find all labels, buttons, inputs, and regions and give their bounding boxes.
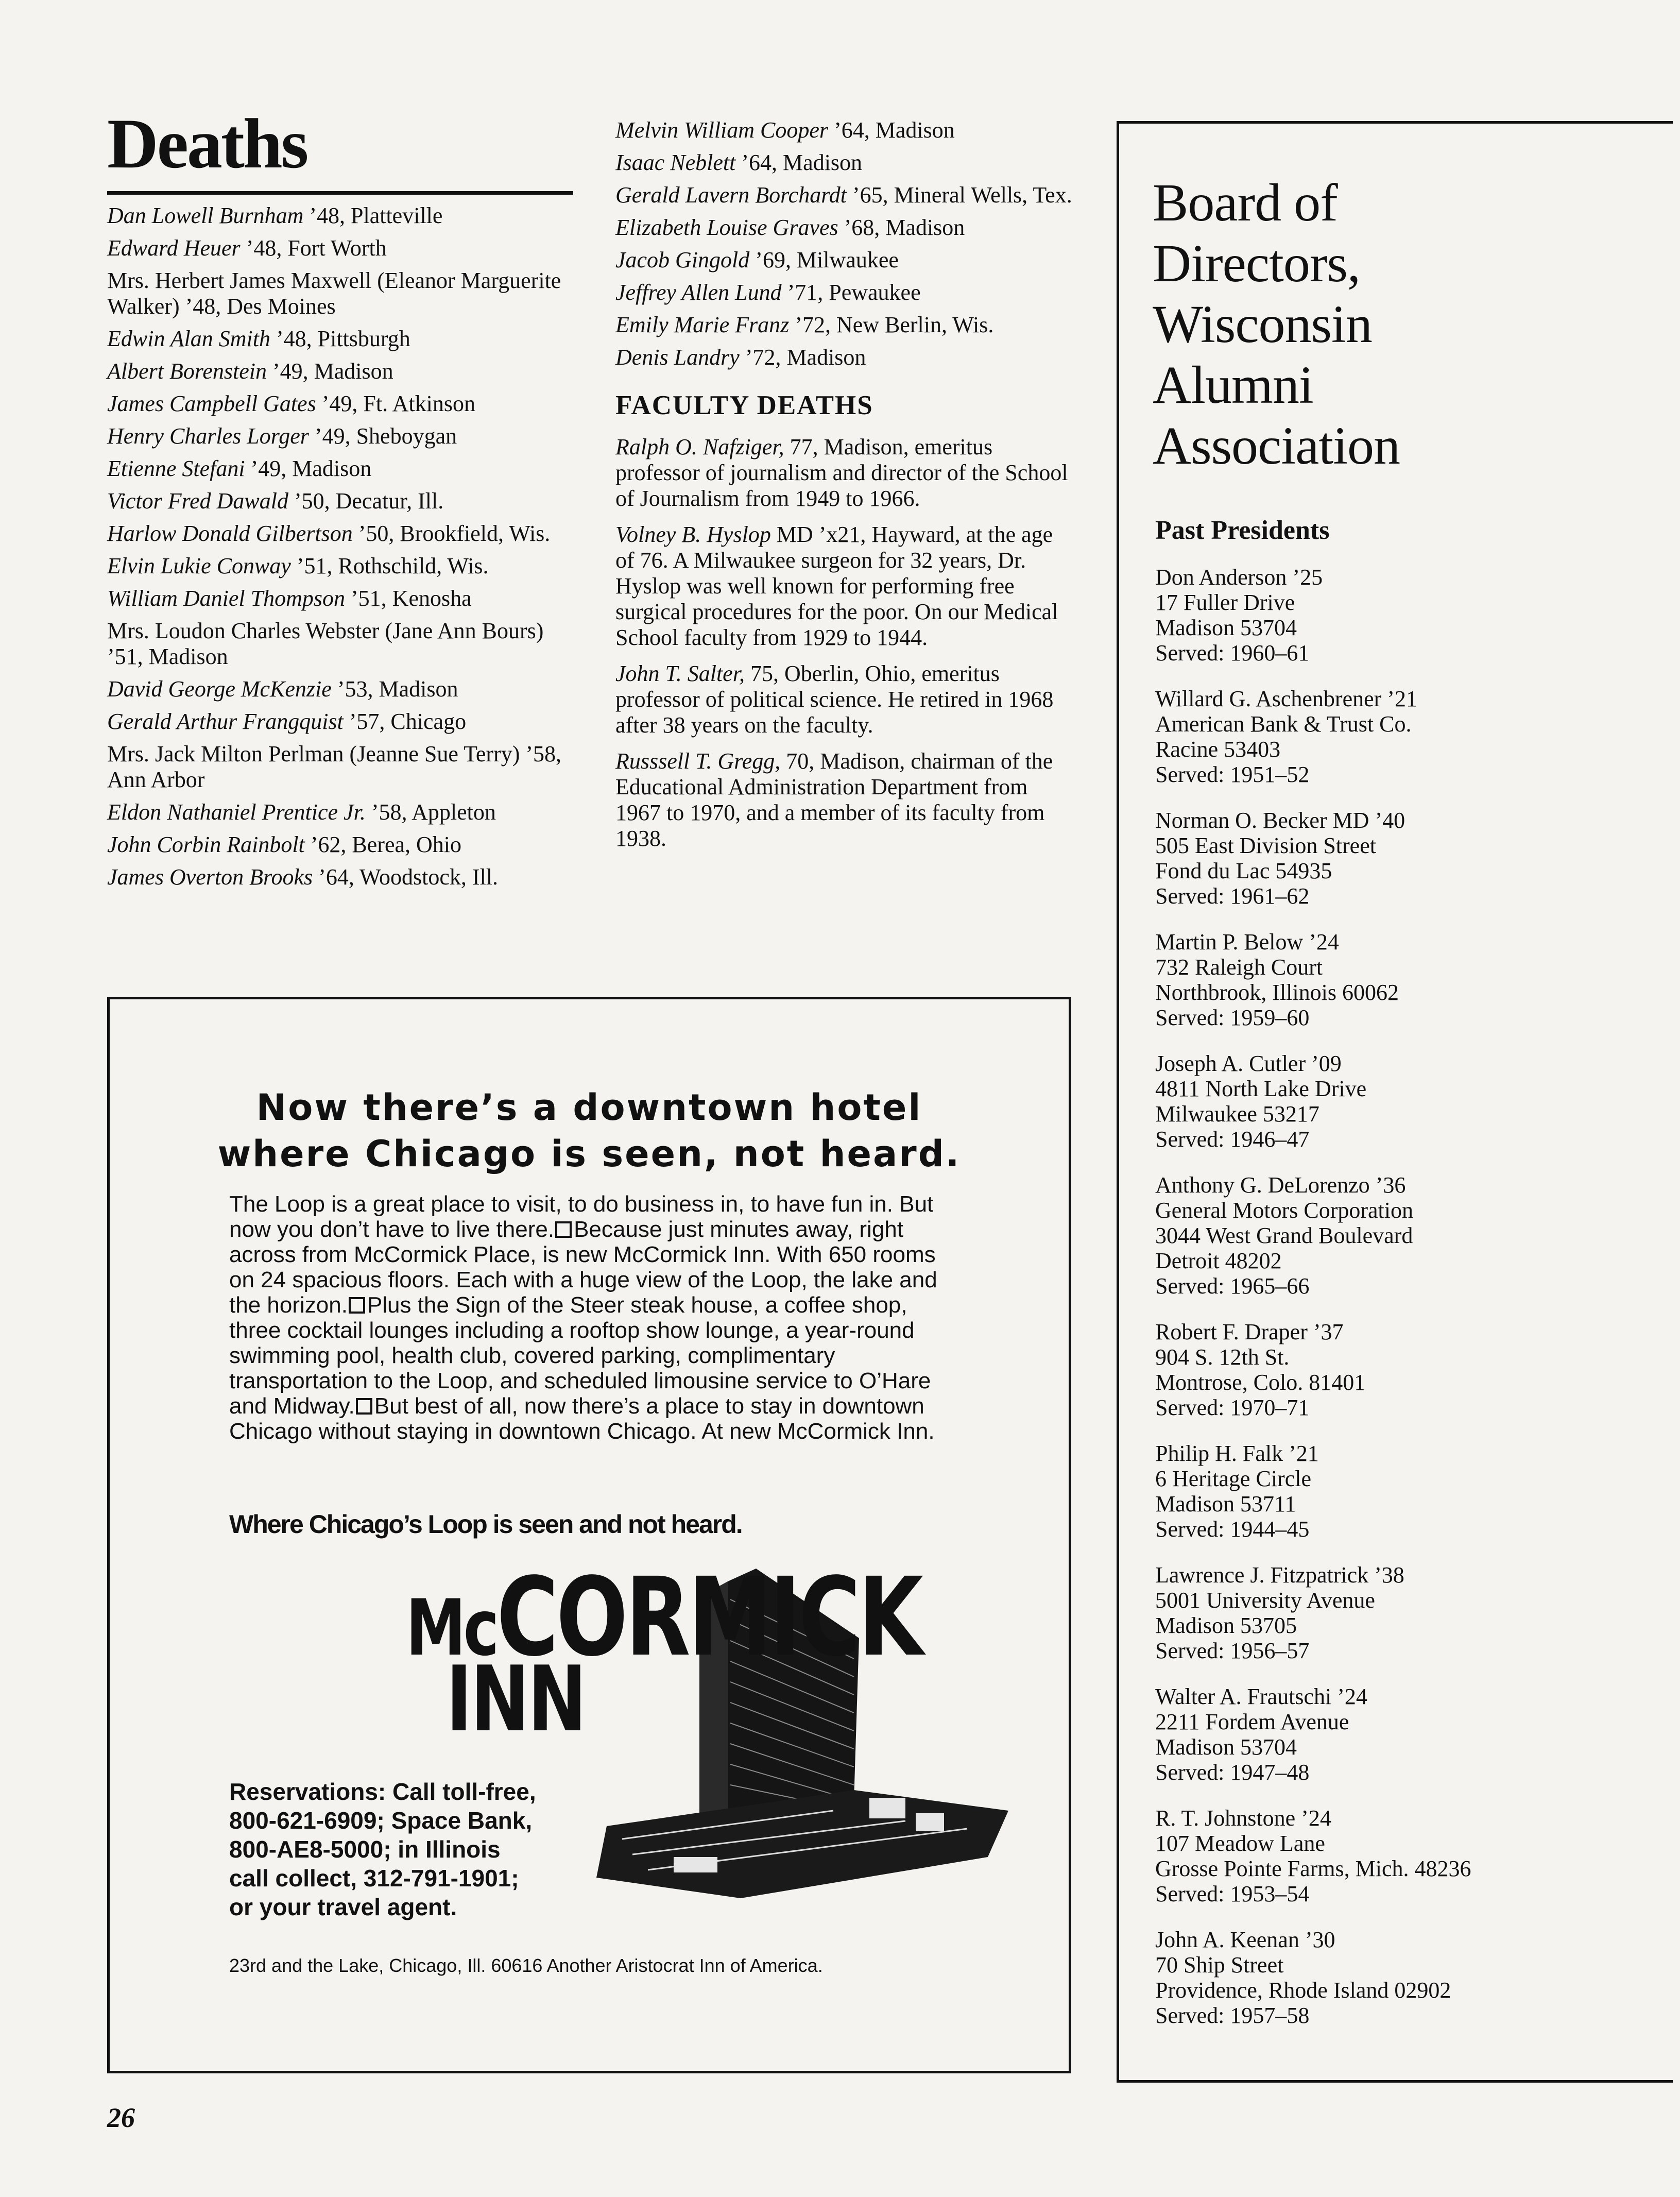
deceased-name: Jacob Gingold bbox=[615, 247, 750, 273]
death-details: ’68, Madison bbox=[838, 215, 965, 240]
deceased-name: Harlow Donald Gilbertson bbox=[107, 520, 353, 546]
deceased-name: David George McKenzie bbox=[107, 676, 332, 702]
deceased-name: Isaac Neblett bbox=[615, 150, 736, 175]
president-name: Don Anderson ’25 bbox=[1155, 565, 1323, 590]
death-entry bbox=[107, 488, 573, 514]
ad-footer: 23rd and the Lake, Chicago, Ill. 60616 Another Aristocrat Inn of America. bbox=[229, 1955, 823, 1976]
deceased-name: William Daniel Thompson bbox=[107, 585, 346, 611]
president-served: Served: 1946–47 bbox=[1155, 1127, 1310, 1152]
death-details: ’49, Sheboygan bbox=[308, 423, 457, 449]
president-name: Willard G. Aschenbrener ’21 bbox=[1155, 686, 1417, 711]
ad-headline bbox=[110, 1084, 1069, 1177]
mccormick-inn-ad bbox=[107, 997, 1071, 2073]
president-served: Served: 1960–61 bbox=[1155, 640, 1310, 666]
president-address-line: Madison 53704 bbox=[1155, 1734, 1297, 1760]
president-served: Served: 1953–54 bbox=[1155, 1881, 1310, 1906]
board-title-line: Alumni bbox=[1153, 355, 1313, 415]
death-entry bbox=[615, 345, 1075, 370]
square-bullet-icon bbox=[349, 1297, 365, 1314]
death-entry bbox=[615, 312, 1075, 338]
deceased-name: John T. Salter, bbox=[615, 661, 745, 686]
ad-body-text bbox=[229, 1191, 961, 1444]
president-address-line: 107 Meadow Lane bbox=[1155, 1831, 1325, 1856]
reservation-line: Reservations: Call toll-free, bbox=[229, 1778, 536, 1805]
death-details: ’64, Madison bbox=[828, 117, 955, 143]
death-details: ’72, Madison bbox=[739, 345, 866, 370]
president-address-line: American Bank & Trust Co. bbox=[1155, 711, 1412, 737]
death-entry bbox=[107, 676, 573, 702]
middle-column bbox=[615, 117, 1075, 862]
president-name: Philip H. Falk ’21 bbox=[1155, 1441, 1319, 1466]
president-name: Walter A. Frautschi ’24 bbox=[1155, 1684, 1367, 1709]
deceased-name: Elizabeth Louise Graves bbox=[615, 215, 838, 240]
reservation-line: 800-621-6909; Space Bank, bbox=[229, 1807, 533, 1834]
president-address-line: Grosse Pointe Farms, Mich. 48236 bbox=[1155, 1856, 1471, 1881]
death-details: ’64, Woodstock, Ill. bbox=[313, 864, 499, 890]
president-address-line: 3044 West Grand Boulevard bbox=[1155, 1223, 1413, 1248]
logo-cormick: CORMICK bbox=[496, 1554, 921, 1680]
death-entry bbox=[615, 182, 1075, 208]
past-president-entry bbox=[1155, 686, 1650, 787]
faculty-deaths-list bbox=[615, 434, 1075, 851]
faculty-deaths-heading: FACULTY DEATHS bbox=[615, 390, 873, 420]
logo-mc: Mc bbox=[406, 1583, 497, 1673]
president-address-line: 6 Heritage Circle bbox=[1155, 1466, 1311, 1491]
president-served: Served: 1951–52 bbox=[1155, 762, 1310, 787]
president-name: Anthony G. DeLorenzo ’36 bbox=[1155, 1172, 1406, 1198]
death-entry bbox=[107, 709, 573, 735]
death-details: ’48, Pittsburgh bbox=[270, 326, 410, 351]
death-details: ’64, Madison bbox=[735, 150, 863, 175]
death-entry bbox=[107, 268, 573, 319]
president-address-line: Madison 53704 bbox=[1155, 615, 1297, 640]
deceased-name: James Overton Brooks bbox=[107, 864, 313, 890]
deceased-name: Ralph O. Nafziger, bbox=[615, 434, 784, 459]
president-address-line: 505 East Division Street bbox=[1155, 833, 1376, 858]
president-address-line: Fond du Lac 54935 bbox=[1155, 858, 1332, 883]
death-entry bbox=[107, 521, 573, 547]
square-bullet-icon bbox=[555, 1221, 572, 1238]
president-served: Served: 1965–66 bbox=[1155, 1273, 1310, 1299]
board-title-line: Wisconsin bbox=[1153, 295, 1372, 354]
death-details: ’50, Brookfield, Wis. bbox=[352, 520, 551, 546]
mccormick-inn-logo bbox=[406, 1554, 921, 1752]
deceased-name: John Corbin Rainbolt bbox=[107, 831, 305, 857]
death-entry bbox=[107, 586, 573, 611]
president-name: Lawrence J. Fitzpatrick ’38 bbox=[1155, 1562, 1404, 1588]
reservation-line: or your travel agent. bbox=[229, 1894, 457, 1920]
death-details: ’48, Fort Worth bbox=[240, 235, 387, 261]
deceased-name: Victor Fred Dawald bbox=[107, 488, 288, 514]
deceased-name: Dan Lowell Burnham bbox=[107, 202, 304, 228]
death-entry bbox=[107, 203, 573, 229]
deceased-name: Eldon Nathaniel Prentice Jr. bbox=[107, 799, 366, 825]
death-details: ’51, Rothschild, Wis. bbox=[290, 553, 489, 578]
president-address-line: Providence, Rhode Island 02902 bbox=[1155, 1978, 1451, 2003]
president-served: Served: 1970–71 bbox=[1155, 1395, 1310, 1420]
death-details: Mrs. Jack Milton Perlman (Jeanne Sue Terry) ’58, Ann Arbor bbox=[107, 741, 562, 792]
deaths-list-continued bbox=[615, 117, 1075, 370]
president-served: Served: 1944–45 bbox=[1155, 1517, 1310, 1542]
deceased-name: Henry Charles Lorger bbox=[107, 423, 309, 449]
death-details: ’71, Pewaukee bbox=[781, 280, 921, 305]
president-served: Served: 1961–62 bbox=[1155, 883, 1310, 909]
deceased-name: James Campbell Gates bbox=[107, 390, 316, 416]
president-address-line: Montrose, Colo. 81401 bbox=[1155, 1370, 1366, 1395]
faculty-death-entry bbox=[615, 522, 1075, 651]
ad-reservations bbox=[229, 1777, 621, 1921]
past-president-entry bbox=[1155, 1562, 1650, 1663]
death-details: ’58, Appleton bbox=[365, 799, 496, 825]
page-number: 26 bbox=[107, 2102, 135, 2133]
death-details: ’69, Milwaukee bbox=[749, 247, 899, 273]
death-details: ’65, Mineral Wells, Tex. bbox=[846, 182, 1072, 208]
past-president-entry bbox=[1155, 1441, 1650, 1542]
president-address-line: General Motors Corporation bbox=[1155, 1198, 1413, 1223]
death-details: ’49, Madison bbox=[245, 455, 372, 481]
board-title-line: Board of bbox=[1153, 173, 1338, 232]
death-details: ’49, Ft. Atkinson bbox=[316, 390, 475, 416]
faculty-death-entry bbox=[615, 748, 1075, 851]
faculty-death-entry bbox=[615, 661, 1075, 738]
president-address-line: Northbrook, Illinois 60062 bbox=[1155, 980, 1399, 1005]
board-title-line: Association bbox=[1153, 416, 1400, 475]
death-entry bbox=[107, 391, 573, 417]
ad-body-part: But best of all, now there’s a place to stay in downtown Chicago without staying in downtown Chicago. At new McCormick Inn. bbox=[229, 1393, 935, 1444]
death-entry bbox=[107, 423, 573, 449]
president-name: Robert F. Draper ’37 bbox=[1155, 1319, 1344, 1344]
president-address-line: 70 Ship Street bbox=[1155, 1952, 1284, 1978]
death-entry bbox=[107, 832, 573, 858]
past-president-entry bbox=[1155, 1927, 1650, 2028]
death-details: ’72, New Berlin, Wis. bbox=[789, 312, 994, 337]
death-entry bbox=[107, 618, 573, 670]
president-served: Served: 1956–57 bbox=[1155, 1638, 1310, 1663]
death-details: Mrs. Herbert James Maxwell (Eleanor Marguerite Walker) ’48, Des Moines bbox=[107, 267, 561, 319]
past-president-entry bbox=[1155, 1172, 1650, 1299]
deaths-column bbox=[107, 103, 573, 897]
past-president-entry bbox=[1155, 1806, 1650, 1906]
deaths-title-rule bbox=[107, 191, 573, 195]
past-presidents-heading: Past Presidents bbox=[1155, 516, 1330, 545]
president-address-line: 904 S. 12th St. bbox=[1155, 1344, 1290, 1370]
deceased-name: Edwin Alan Smith bbox=[107, 326, 270, 351]
death-details: ’57, Chicago bbox=[343, 708, 467, 734]
death-details: ’50, Decatur, Ill. bbox=[288, 488, 444, 514]
death-entry bbox=[107, 864, 573, 890]
board-title bbox=[1153, 173, 1616, 476]
deceased-name: Etienne Stefani bbox=[107, 455, 245, 481]
logo-inn: INN bbox=[446, 1647, 585, 1752]
president-served: Served: 1959–60 bbox=[1155, 1005, 1310, 1030]
president-address-line: Milwaukee 53217 bbox=[1155, 1101, 1319, 1127]
deceased-name: Elvin Lukie Conway bbox=[107, 553, 291, 578]
president-address-line: Madison 53711 bbox=[1155, 1491, 1296, 1517]
death-entry bbox=[107, 741, 573, 793]
deceased-name: Denis Landry bbox=[615, 345, 740, 370]
death-entry bbox=[615, 117, 1075, 143]
president-address-line: Madison 53705 bbox=[1155, 1613, 1297, 1638]
ad-body-part: Plus the Sign of the Steer steak house, a coffee shop, three cocktail lounges including a rooftop show lounge, a year-round swimming pool, health club, covered parking, complimentary transportation to the Loop, and scheduled limousine service to O’Hare and Midway. bbox=[229, 1292, 931, 1419]
deceased-name: Melvin William Cooper bbox=[615, 117, 829, 143]
death-entry bbox=[107, 799, 573, 825]
past-president-entry bbox=[1155, 1319, 1650, 1420]
deaths-title: Deaths bbox=[107, 104, 307, 183]
president-address-line: 4811 North Lake Drive bbox=[1155, 1076, 1367, 1101]
president-name: Joseph A. Cutler ’09 bbox=[1155, 1051, 1342, 1076]
deceased-name: Gerald Arthur Frangquist bbox=[107, 708, 344, 734]
deceased-name: Gerald Lavern Borchardt bbox=[615, 182, 847, 208]
past-president-entry bbox=[1155, 929, 1650, 1030]
deceased-name: Edward Heuer bbox=[107, 235, 241, 261]
ad-tagline: Where Chicago’s Loop is seen and not heard. bbox=[229, 1510, 742, 1539]
president-served: Served: 1957–58 bbox=[1155, 2003, 1310, 2028]
reservation-line: call collect, 312-791-1901; bbox=[229, 1865, 519, 1892]
faculty-death-entry bbox=[615, 434, 1075, 512]
deceased-name: Albert Borenstein bbox=[107, 358, 267, 384]
deceased-name: Russsell T. Gregg, bbox=[615, 748, 781, 774]
past-president-entry bbox=[1155, 1051, 1650, 1152]
past-president-entry bbox=[1155, 808, 1650, 909]
deceased-name: Emily Marie Franz bbox=[615, 312, 790, 337]
president-name: R. T. Johnstone ’24 bbox=[1155, 1806, 1331, 1831]
death-entry bbox=[107, 456, 573, 482]
president-address-line: 732 Raleigh Court bbox=[1155, 955, 1323, 980]
death-entry bbox=[107, 553, 573, 579]
ad-headline-line: where Chicago is seen, not heard. bbox=[217, 1133, 961, 1175]
death-entry bbox=[615, 247, 1075, 273]
president-name: Martin P. Below ’24 bbox=[1155, 929, 1339, 955]
president-address-line: 17 Fuller Drive bbox=[1155, 590, 1295, 615]
board-title-line: Directors, bbox=[1153, 234, 1360, 293]
death-entry bbox=[107, 326, 573, 352]
death-details: MD ’x21, Hayward, at the age of 76. A Milwaukee surgeon for 32 years, Dr. Hyslop was well known for performing free surgical procedures for the poor. On our Medical School faculty from 1929 to 1944. bbox=[615, 522, 1058, 650]
president-address-line: Racine 53403 bbox=[1155, 737, 1281, 762]
death-details: 75, Oberlin, Ohio, emeritus professor of political science. He retired in 1968 after 38 years on the faculty. bbox=[615, 661, 1054, 738]
death-entry bbox=[107, 359, 573, 384]
death-details: ’62, Berea, Ohio bbox=[304, 831, 462, 857]
president-served: Served: 1947–48 bbox=[1155, 1760, 1310, 1785]
president-name: Norman O. Becker MD ’40 bbox=[1155, 808, 1405, 833]
reservation-line: 800-AE8-5000; in Illinois bbox=[229, 1836, 501, 1863]
square-bullet-icon bbox=[356, 1398, 372, 1415]
death-entry bbox=[615, 280, 1075, 305]
deceased-name: Jeffrey Allen Lund bbox=[615, 280, 782, 305]
ad-headline-line: Now there’s a downtown hotel bbox=[256, 1086, 922, 1129]
past-presidents-list bbox=[1155, 565, 1650, 2049]
death-details: 77, Madison, emeritus professor of journalism and director of the School of Journalism from 1949 to 1966. bbox=[615, 434, 1068, 511]
president-name: John A. Keenan ’30 bbox=[1155, 1927, 1335, 1952]
death-entry bbox=[615, 215, 1075, 241]
death-entry bbox=[107, 235, 573, 261]
death-details: ’49, Madison bbox=[266, 358, 393, 384]
death-entry bbox=[615, 150, 1075, 176]
deaths-list bbox=[107, 203, 573, 890]
board-of-directors-box bbox=[1117, 121, 1673, 2083]
president-address-line: Detroit 48202 bbox=[1155, 1248, 1282, 1273]
ad-body-part: Because just minutes away, right across from McCormick Place, is new McCormick Inn. With 650 rooms on 24 spacious floors. Each with a huge view of the Loop, the lake and the horizon. bbox=[229, 1217, 937, 1318]
death-details: 70, Madison, chairman of the Educational Administration Department from 1967 to 1970, and a member of its faculty from 1938. bbox=[615, 748, 1053, 851]
past-president-entry bbox=[1155, 1684, 1650, 1785]
death-details: Mrs. Loudon Charles Webster (Jane Ann Bours) ’51, Madison bbox=[107, 618, 544, 669]
deceased-name: Volney B. Hyslop bbox=[615, 522, 771, 547]
past-president-entry bbox=[1155, 565, 1650, 666]
president-address-line: 5001 University Avenue bbox=[1155, 1588, 1375, 1613]
death-details: ’53, Madison bbox=[331, 676, 458, 702]
president-address-line: 2211 Fordem Avenue bbox=[1155, 1709, 1349, 1734]
ad-body-part: The Loop is a great place to visit, to do business in, to have fun in. But now you don’t have to live there. bbox=[229, 1191, 934, 1242]
death-details: ’51, Kenosha bbox=[345, 585, 472, 611]
death-details: ’48, Platteville bbox=[303, 202, 443, 228]
